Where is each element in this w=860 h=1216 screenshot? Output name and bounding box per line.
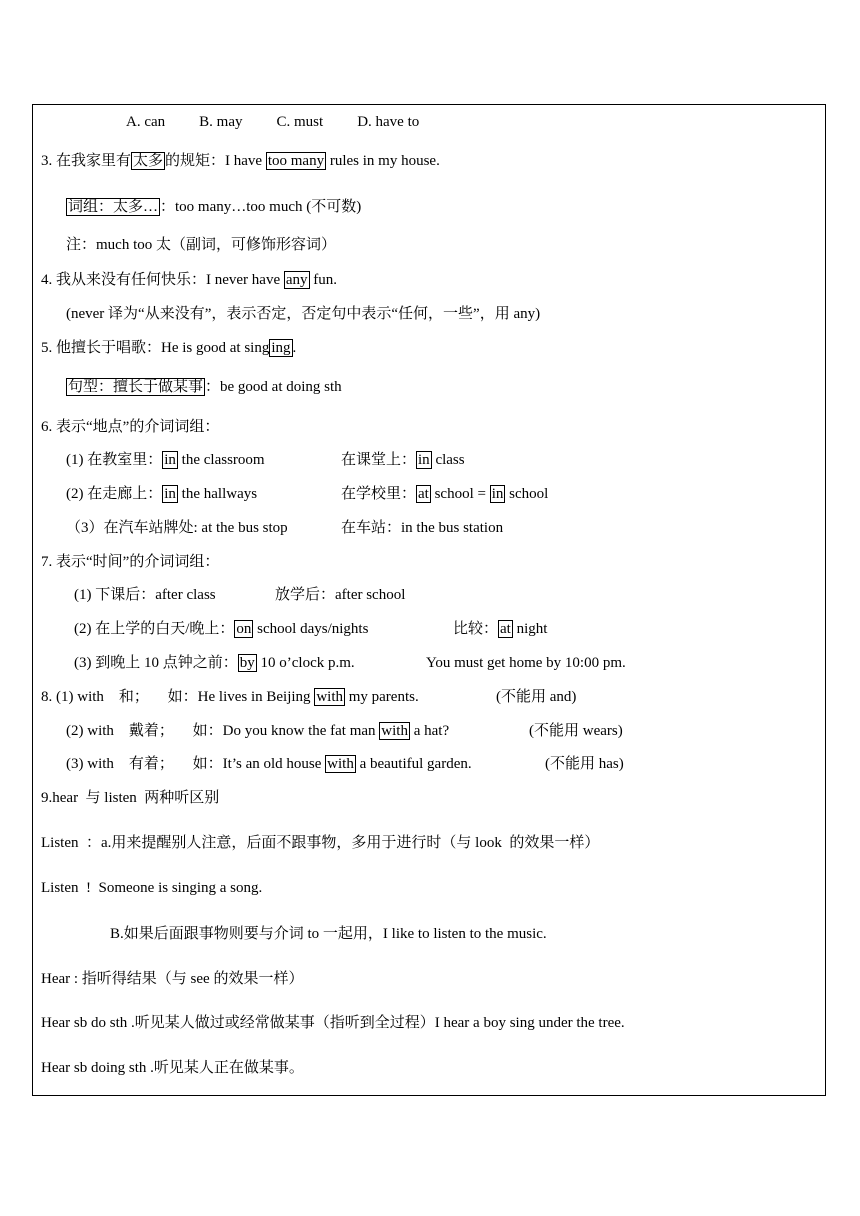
item-3-lead: 3. 在我家里有: [41, 153, 132, 169]
item-8-r1-tail: my parents.: [344, 689, 419, 705]
item-6-row-3b: 在车站：in the bus station: [341, 520, 504, 536]
phrase-5: [66, 377, 342, 397]
item-6-row-2a: [66, 484, 257, 504]
item-5: [41, 338, 296, 358]
item-9-title: 9.hear 与 listen 两种听区别: [41, 790, 220, 806]
item-8-row-3: [66, 754, 472, 774]
item-7-r2a-box: on: [236, 621, 252, 637]
item-7-row-1b: 放学后：after school: [275, 587, 406, 603]
item-4-box: any: [285, 272, 308, 288]
item-8-row-3-note: (不能用 has): [545, 756, 624, 772]
item-8-r1-box: with: [316, 689, 343, 705]
listen-a: Listen ：a.用来提醒别人注意，后面不跟事物，多用于进行时（与 look 的效果一样）: [41, 835, 600, 851]
item-8-row-2: [66, 721, 449, 741]
item-6-r1a-box: in: [164, 452, 176, 468]
hear-def: Hear : 指听得结果（与 see 的效果一样）: [41, 971, 304, 987]
item-6-r2b-mid: school =: [430, 486, 490, 502]
item-7-row-3a: [74, 653, 355, 673]
item-8-r1-lead: 8. (1) with 和； 如：He lives in Beijing: [41, 689, 315, 705]
item-7-title: 7. 表示“时间”的介词词组：: [41, 554, 220, 570]
option-a: A. can: [126, 114, 166, 130]
item-8-row-1-note: (不能用 and): [496, 689, 577, 705]
item-7-row-2a: [74, 619, 368, 639]
item-7-r3a-box: by: [239, 655, 255, 671]
item-6-title: 6. 表示“地点”的介词词组：: [41, 419, 220, 435]
item-3-box-2: too many: [267, 153, 325, 169]
item-8-row-2-note: (不能用 wears): [529, 723, 623, 739]
item-6-r2a-tail: the hallways: [177, 486, 258, 502]
item-8-r3-box: with: [327, 756, 354, 772]
item-3-tail: rules in my house.: [326, 153, 440, 169]
phrase-5-tail: ：be good at doing sth: [205, 379, 342, 395]
item-8-r2-tail: a hat?: [409, 723, 450, 739]
item-6-row-1a: [66, 450, 265, 470]
item-8-r3-lead: (3) with 有着； 如：It’s an old house: [66, 756, 326, 772]
item-8-r2-box: with: [381, 723, 408, 739]
item-7-r3a-tail: 10 o’clock p.m.: [256, 655, 355, 671]
item-6-r1b-tail: class: [431, 452, 465, 468]
item-6-r1a-tail: the classroom: [177, 452, 265, 468]
item-6-r2a-box: in: [164, 486, 176, 502]
item-4-lead: 4. 我从来没有任何快乐：I never have: [41, 272, 284, 288]
item-4-tail: fun.: [309, 272, 338, 288]
item-7-r2a-lead: (2) 在上学的白天/晚上：: [74, 621, 235, 637]
option-c: C. must: [276, 114, 324, 130]
item-6-r2b-tail: school: [505, 486, 549, 502]
item-6-r2b-box-1: at: [418, 486, 429, 502]
item-3-box-1: 太多: [133, 153, 164, 169]
phrase-5-box: 句型：擅长于做某事: [68, 379, 204, 395]
item-7-row-3b: You must get home by 10:00 pm.: [426, 655, 626, 671]
phrase-3-tail: ：too many…too much (不可数): [160, 199, 362, 215]
item-8-r2-lead: (2) with 戴着； 如：Do you know the fat man: [66, 723, 380, 739]
phrase-3: [66, 197, 361, 217]
item-6-row-3a: （3）在汽车站牌处: at the bus stop: [66, 520, 288, 536]
item-7-r3a-lead: (3) 到晚上 10 点钟之前：: [74, 655, 238, 671]
item-7-row-1a: (1) 下课后：after class: [74, 587, 216, 603]
item-3: [41, 151, 440, 171]
hear-doing: Hear sb doing sth .听见某人正在做某事。: [41, 1060, 304, 1076]
item-6-row-2b: [341, 484, 548, 504]
item-6-r1b-lead: 在课堂上：: [341, 452, 417, 468]
item-7-r2a-tail: school days/nights: [253, 621, 369, 637]
item-7-row-2b: [453, 619, 547, 639]
item-3-mid: 的规矩：I have: [165, 153, 266, 169]
item-7-r2b-box: at: [500, 621, 511, 637]
hear-do: Hear sb do sth .听见某人做过或经常做某事（指听到全过程）I hear a boy sing under the tree.: [41, 1015, 625, 1031]
listen-b: B.如果后面跟事物则要与介词 to 一起用，I like to listen to the music.: [110, 926, 547, 942]
item-7-r2b-lead: 比较：: [453, 621, 499, 637]
item-6-row-1b: [341, 450, 465, 470]
item-7-r2b-tail: night: [512, 621, 548, 637]
item-5-lead: 5. 他擅长于唱歌：He is good at sing: [41, 340, 270, 356]
listen-example: Listen ! Someone is singing a song.: [41, 880, 263, 896]
option-b: B. may: [199, 114, 243, 130]
item-6-r2a-lead: (2) 在走廊上：: [66, 486, 163, 502]
note-3: 注：much too 太（副词，可修饰形容词）: [66, 237, 336, 253]
item-5-tail: .: [292, 340, 297, 356]
item-4: [41, 270, 337, 290]
options-row: [126, 112, 419, 132]
phrase-3-box: 词组：太多…: [68, 199, 159, 215]
item-6-r1b-box: in: [418, 452, 430, 468]
item-6-r2b-box-2: in: [491, 486, 504, 502]
item-8-row-1: [41, 687, 419, 707]
item-6-r2b-lead: 在学校里：: [341, 486, 417, 502]
item-6-r1a-lead: (1) 在教室里：: [66, 452, 163, 468]
note-4: (never 译为“从来没有”，表示否定，否定句中表示“任何，一些”，用 any): [66, 306, 541, 322]
item-8-r3-tail: a beautiful garden.: [355, 756, 472, 772]
option-d: D. have to: [357, 114, 420, 130]
item-5-box: ing: [271, 340, 291, 356]
